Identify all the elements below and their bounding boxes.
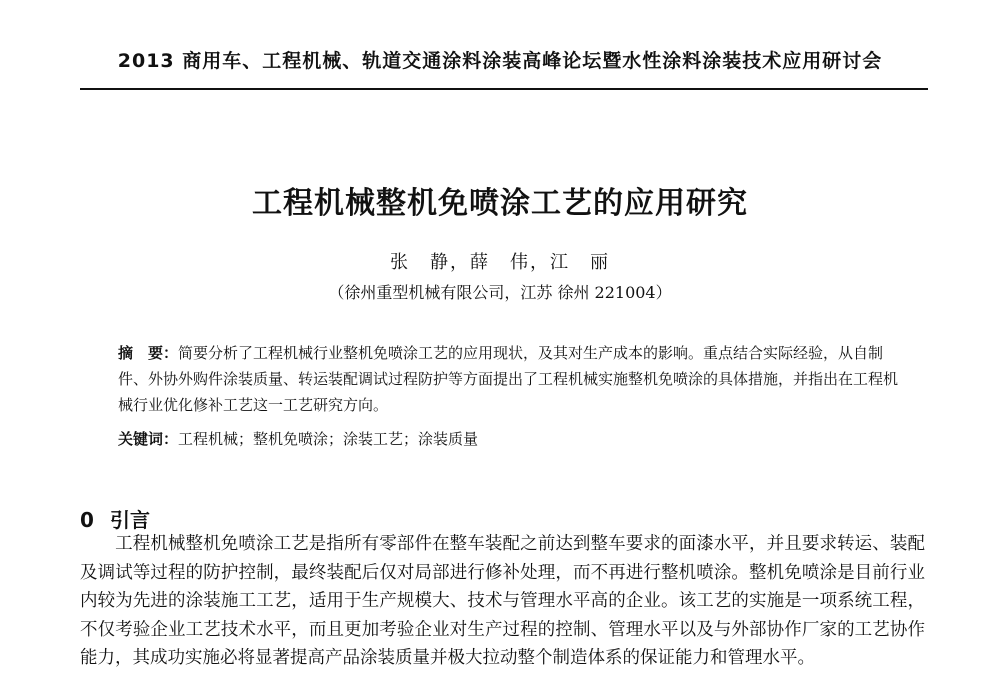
header-rule — [80, 88, 928, 90]
keywords — [118, 428, 908, 450]
section-number: 0 — [80, 508, 94, 532]
keywords-label: 关键词： — [118, 430, 179, 448]
affiliation: （徐州重型机械有限公司，江苏 徐州 221004） — [328, 283, 672, 302]
body-paragraph — [80, 530, 925, 673]
section-title: 引言 — [110, 508, 150, 532]
abstract-text: 简要分析了工程机械行业整机免喷涂工艺的应用现状，及其对生产成本的影响。重点结合实际经验，从自制件、外协外购件涂装质量、转运装配调试过程防护等方面提出了工程机械实施整机免喷涂的具体措施，并指出在工程机械行业优化修补工艺这一工艺研究方向。 — [118, 344, 899, 414]
paper-title: 工程机械整机免喷涂工艺的应用研究 — [252, 186, 748, 221]
section-heading — [80, 504, 150, 533]
running-header: 2013 商用车、工程机械、轨道交通涂料涂装高峰论坛暨水性涂料涂装技术应用研讨会 — [117, 50, 883, 72]
abstract — [118, 340, 908, 418]
body-paragraph-text: 工程机械整机免喷涂工艺是指所有零部件在整车装配之前达到整车要求的面漆水平，并且要求转运、装配及调试等过程的防护控制，最终装配后仅对局部进行修补处理，而不再进行整机喷涂。整机免喷涂是目前行业内较为先进的涂装施工工艺，适用于生产规模大、技术与管理水平高的企业。该工艺的实施是一项系统工程，不仅考验企业工艺技术水平，而且更加考验企业对生产过程的控制、管理水平以及与外部协作厂家的工艺协作能力，其成功实施必将显著提高产品涂装质量并极大拉动整个制造体系的保证能力和管理水平。 — [80, 534, 925, 668]
keywords-text: 工程机械；整机免喷涂；涂装工艺；涂装质量 — [178, 430, 479, 448]
authors: 张 静，薛 伟，江 丽 — [390, 252, 610, 273]
abstract-label: 摘 要： — [118, 344, 179, 362]
